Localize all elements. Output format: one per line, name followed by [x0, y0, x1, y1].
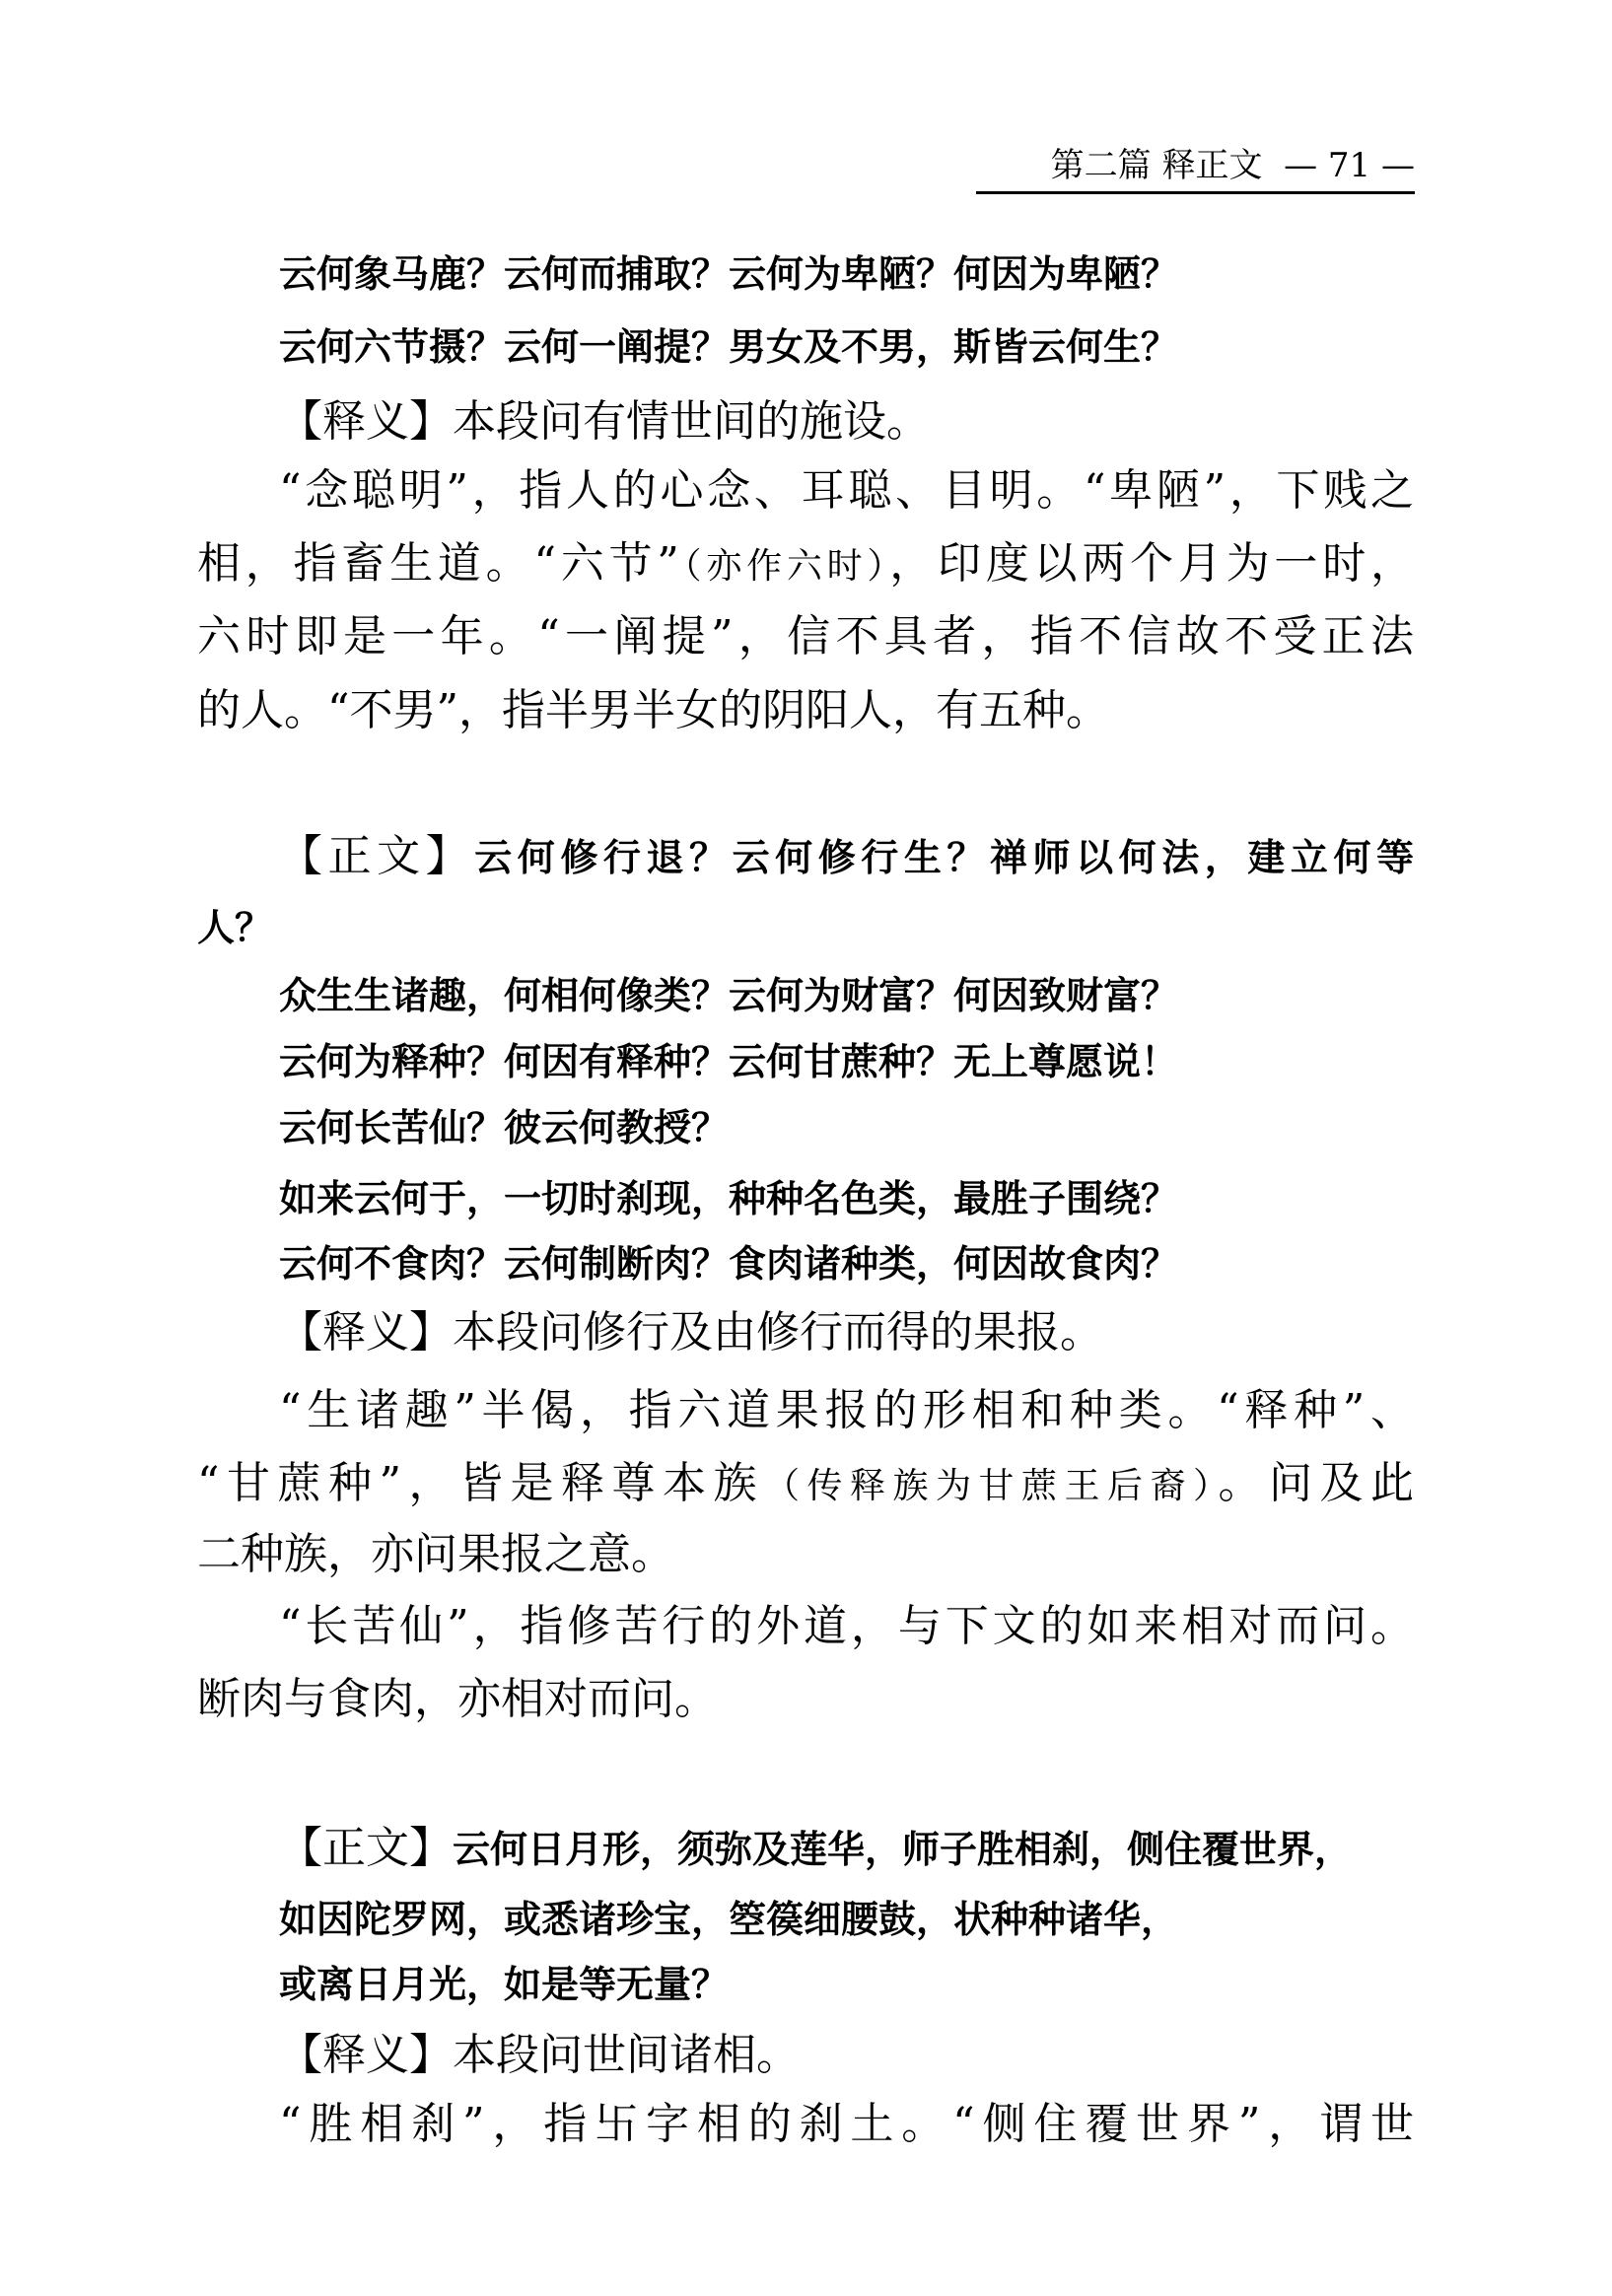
- commentary-line: 六时即是一年。“一阐提”，信不具者，指不信故不受正法: [197, 611, 1414, 661]
- verse-line: 如因陀罗网，或悉诸珍宝，箜篌细腰鼓，状种种诸华，: [279, 1898, 1179, 1941]
- verse-line: 云何六节摄？云何一阐提？男女及不男，斯皆云何生？: [279, 325, 1179, 369]
- commentary-text: 本段问世间诸相。: [453, 2030, 800, 2080]
- commentary-text: ，印度以两个月为一时，: [889, 538, 1414, 589]
- verse-line: 云何象马鹿？云何而捕取？云何为卑陋？何因为卑陋？: [279, 252, 1179, 296]
- commentary-line: “长苦仙”，指修苦行的外道，与下文的如来相对而问。: [279, 1601, 1414, 1651]
- commentary-line: “生诸趣”半偈，指六道果报的形相和种类。“释种”、: [279, 1385, 1414, 1435]
- verse-line: 众生生诸趣，何相何像类？云何为财富？何因致财富？: [279, 974, 1179, 1017]
- section-tag: 【释义】: [279, 2030, 453, 2080]
- section-tag: 【正文】: [279, 831, 475, 881]
- section-tag: 【正文】: [279, 1823, 453, 1873]
- commentary-line: [197, 536, 1414, 594]
- verse-line: [279, 1821, 1352, 1877]
- commentary-line: [197, 1456, 1414, 1514]
- commentary-text: 本段问修行及由修行而得的果报。: [453, 1307, 1103, 1357]
- verse-line: 云何长苦仙？彼云何教授？: [279, 1106, 730, 1149]
- section-tag: 【释义】: [279, 396, 453, 447]
- commentary-line: “念聪明”，指人的心念、耳聪、目明。“卑陋”，下贱之: [279, 465, 1414, 516]
- commentary-line: “胜相刹”，指卐字相的刹土。“侧住覆世界”，谓世: [279, 2099, 1414, 2149]
- page-number: — 71 —: [1284, 146, 1415, 185]
- verse-line: 云何为释种？何因有释种？云何甘蔗种？无上尊愿说！: [279, 1040, 1179, 1083]
- header-rule: [976, 191, 1415, 194]
- section-tag: 【释义】: [279, 1307, 453, 1357]
- commentary-text: 相，指畜生道。“六节”: [197, 538, 679, 589]
- parenthetical-note: （传释族为甘蔗王后裔）: [763, 1466, 1219, 1506]
- commentary-text: “甘蔗种”，皆是释尊本族: [197, 1458, 764, 1508]
- verse-line: 或离日月光，如是等无量？: [279, 1963, 730, 2006]
- verse-line: 人？: [197, 906, 273, 949]
- commentary-line: [279, 2028, 800, 2083]
- verse-line: [279, 829, 1414, 885]
- commentary-line: [279, 394, 930, 450]
- verse-line: 云何不食肉？云何制断肉？食肉诸种类，何因故食肉？: [279, 1242, 1179, 1286]
- commentary-line: 断肉与食肉，亦相对而问。: [197, 1674, 718, 1724]
- commentary-line: 的人。“不男”，指半男半女的阴阳人，有五种。: [197, 685, 1109, 735]
- commentary-text: 。问及此: [1218, 1458, 1414, 1508]
- running-header: [976, 146, 1415, 185]
- verse-line: 如来云何于，一切时刹现，种种名色类，最胜子围绕？: [279, 1177, 1179, 1220]
- commentary-line: 二种族，亦问果报之意。: [197, 1529, 674, 1579]
- commentary-text: 本段问有情世间的施设。: [453, 396, 930, 447]
- verse-text: 云何修行退？云何修行生？禅师以何法，建立何等: [474, 836, 1414, 879]
- commentary-line: [279, 1305, 1103, 1360]
- parenthetical-note: （亦作六时）: [678, 546, 890, 587]
- verse-text: 云何日月形，须弥及莲华，师子胜相刹，侧住覆世界，: [453, 1828, 1353, 1871]
- chapter-title: 第二篇 释正文: [1050, 146, 1263, 185]
